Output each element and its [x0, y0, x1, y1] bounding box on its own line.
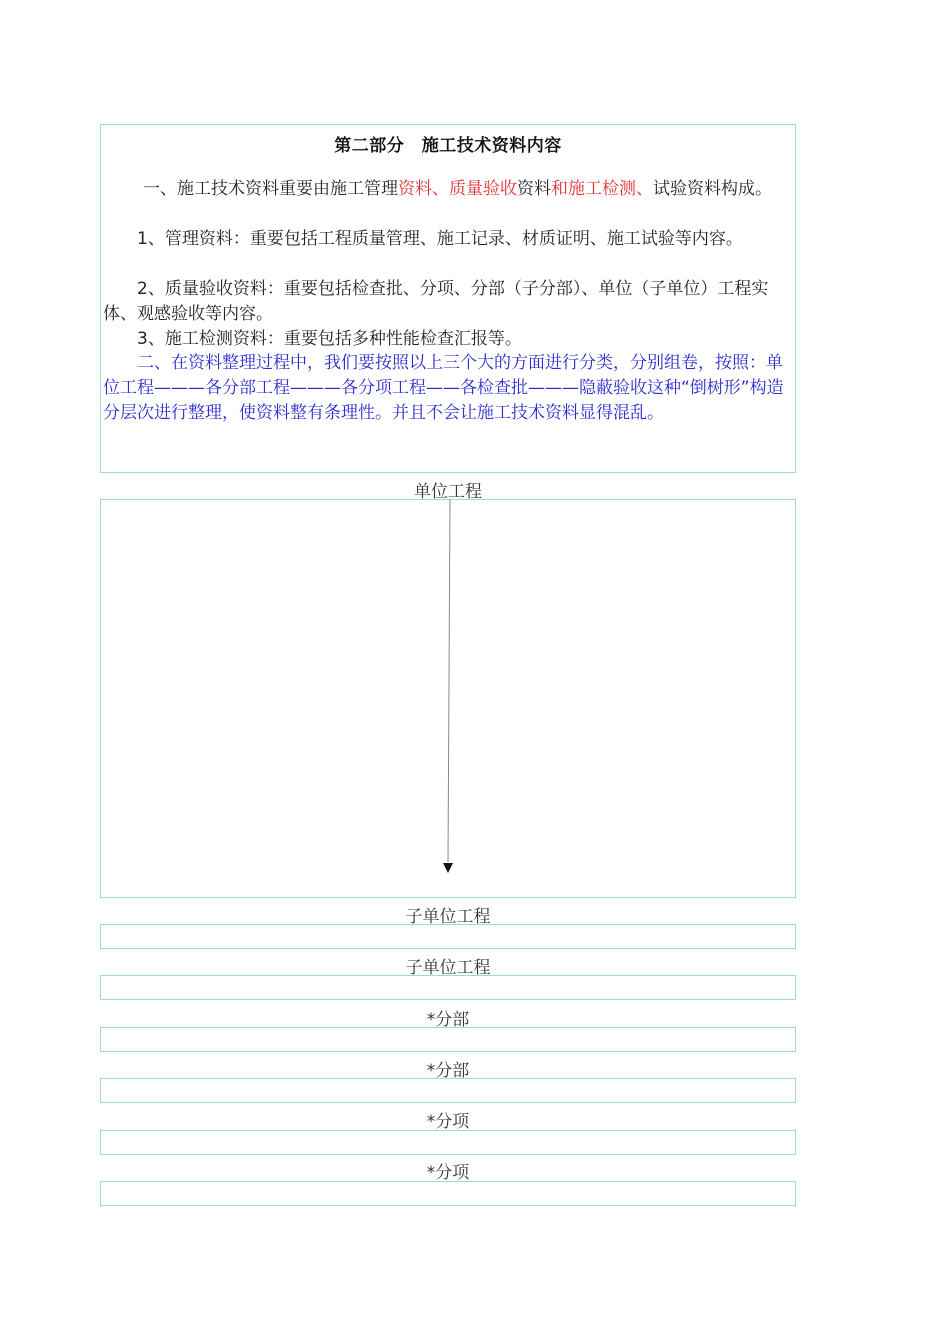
level-box — [100, 1027, 796, 1052]
item-inspection: 3、施工检测资料：重要包括多种性能检查汇报等。 — [137, 329, 522, 349]
intro-red-1: 资料、质量验收 — [398, 179, 517, 199]
intro-part-1: 一、施工技术资料重要由施工管理 — [143, 179, 398, 199]
level-label: 子单位工程 — [405, 958, 491, 978]
intro-paragraph — [103, 177, 793, 202]
section-title: 第二部分 施工技术资料内容 — [334, 136, 562, 156]
level-label: *分部 — [426, 1061, 470, 1081]
intro-part-2: 资料 — [517, 179, 551, 199]
level-label: 子单位工程 — [405, 907, 491, 927]
item-management: 1、管理资料：重要包括工程质量管理、施工记录、材质证明、施工试验等内容。 — [137, 229, 743, 249]
level-box — [100, 1078, 796, 1103]
intro-red-2: 和施工检测、 — [551, 179, 653, 199]
tree-root-label: 单位工程 — [414, 482, 482, 502]
level-box — [100, 1181, 796, 1206]
intro-part-3: 试验资料构成。 — [653, 179, 772, 199]
level-box — [100, 924, 796, 949]
level-box — [100, 1130, 796, 1155]
level-box — [100, 975, 796, 1000]
level-label: *分项 — [426, 1163, 470, 1183]
down-arrow-icon — [440, 499, 460, 879]
level-label: *分部 — [426, 1010, 470, 1030]
item-quality-acceptance: 2、质量验收资料：重要包括检查批、分项、分部（子分部）、单位（子单位）工程实体、观感验收等内容。 — [103, 279, 769, 324]
intro-text-box — [100, 124, 796, 473]
item-organization-note: 二、在资料整理过程中，我们要按照以上三个大的方面进行分类，分别组卷，按照：单位工程———各分部工程———各分项工程——各检查批———隐蔽验收这种“倒树形”构造分层次进行整理，使资料整有条理性。并且不会让施工技术资料显得混乱。 — [103, 353, 784, 423]
level-label: *分项 — [426, 1112, 470, 1132]
